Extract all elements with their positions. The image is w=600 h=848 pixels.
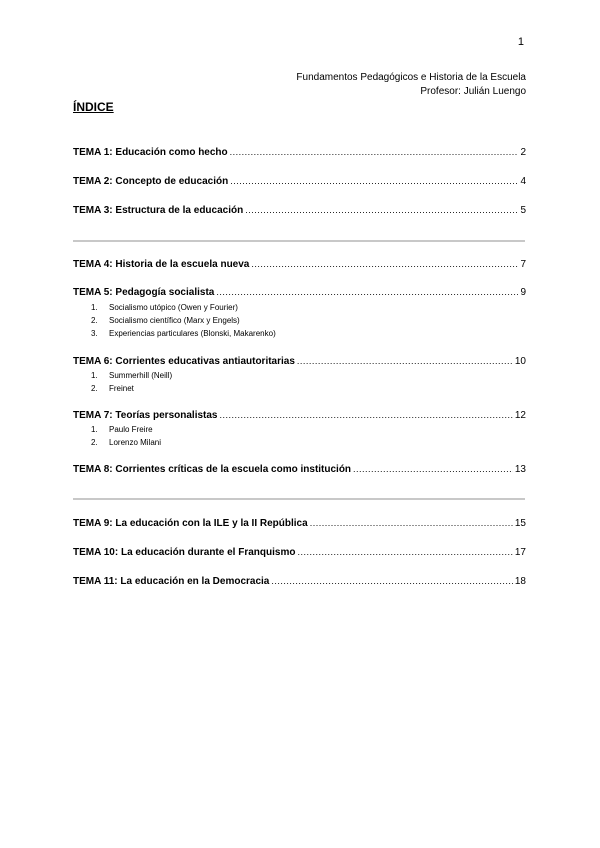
toc-entry-label: TEMA 2: Concepto de educación xyxy=(73,176,229,187)
toc-entry-page: 17 xyxy=(514,547,526,558)
toc-entry-tema-4[interactable] xyxy=(73,259,526,270)
list-item xyxy=(91,382,172,395)
subtopic-number: 1. xyxy=(91,303,98,312)
dot-leader xyxy=(271,576,513,586)
toc-entry-label: TEMA 3: Estructura de la educación xyxy=(73,205,244,216)
subtopic-text: Socialismo utópico (Owen y Fourier) xyxy=(109,303,238,312)
page-number: 1 xyxy=(517,36,524,48)
toc-entry-page: 10 xyxy=(514,356,526,367)
toc-entry-label: TEMA 4: Historia de la escuela nueva xyxy=(73,259,250,270)
toc-entry-page: 2 xyxy=(520,147,526,158)
toc-entry-tema-3[interactable] xyxy=(73,205,526,216)
subtopic-text: Paulo Freire xyxy=(109,425,153,434)
toc-entry-label: TEMA 5: Pedagogía socialista xyxy=(73,287,215,298)
toc-entry-tema-8[interactable] xyxy=(73,464,526,475)
list-item xyxy=(91,301,276,314)
subtopic-text: Experiencias particulares (Blonski, Makarenko) xyxy=(109,329,276,338)
toc-entry-page: 4 xyxy=(520,176,526,187)
dot-leader xyxy=(216,287,518,297)
subtopic-text: Freinet xyxy=(109,384,134,393)
dot-leader xyxy=(230,176,518,186)
list-item xyxy=(91,369,172,382)
document-header xyxy=(296,71,526,99)
toc-entry-label: TEMA 7: Teorías personalistas xyxy=(73,410,218,421)
course-title: Fundamentos Pedagógicos e Historia de la Escuela xyxy=(296,72,526,83)
toc-entry-page: 15 xyxy=(514,518,526,529)
subtopic-text: Summerhill (Neill) xyxy=(109,371,173,380)
toc-entry-page: 5 xyxy=(520,205,526,216)
dot-leader xyxy=(220,410,513,420)
toc-entry-page: 9 xyxy=(520,287,526,298)
toc-entry-label: TEMA 11: La educación en la Democracia xyxy=(73,576,270,587)
section-divider xyxy=(73,240,525,242)
subtopic-list xyxy=(91,301,276,340)
subtopic-text: Lorenzo Milani xyxy=(109,438,162,447)
subtopic-number: 1. xyxy=(91,371,98,380)
subtopic-number: 3. xyxy=(91,329,98,338)
dot-leader xyxy=(353,464,513,474)
toc-entry-tema-7[interactable] xyxy=(73,410,526,421)
subtopic-number: 2. xyxy=(91,384,98,393)
toc-entry-tema-10[interactable] xyxy=(73,547,526,558)
toc-entry-tema-6[interactable] xyxy=(73,356,526,367)
dot-leader xyxy=(230,147,519,157)
list-item xyxy=(91,327,276,340)
toc-entry-page: 12 xyxy=(514,410,526,421)
dot-leader xyxy=(297,547,512,557)
toc-entry-label: TEMA 1: Educación como hecho xyxy=(73,147,228,158)
toc-entry-label: TEMA 9: La educación con la ILE y la II República xyxy=(73,518,308,529)
section-divider xyxy=(73,498,525,500)
toc-entry-label: TEMA 10: La educación durante el Franquismo xyxy=(73,547,296,558)
toc-entry-label: TEMA 6: Corrientes educativas antiautoritarias xyxy=(73,356,295,367)
toc-entry-tema-11[interactable] xyxy=(73,576,526,587)
toc-entry-tema-5[interactable] xyxy=(73,287,526,298)
list-item xyxy=(91,436,161,449)
dot-leader xyxy=(251,259,518,269)
index-title: ÍNDICE xyxy=(73,100,114,114)
list-item xyxy=(91,423,161,436)
subtopic-list xyxy=(91,423,161,449)
dot-leader xyxy=(297,356,513,366)
toc-entry-tema-2[interactable] xyxy=(73,176,526,187)
subtopic-number: 2. xyxy=(91,316,98,325)
toc-entry-page: 7 xyxy=(520,259,526,270)
toc-entry-page: 18 xyxy=(514,576,526,587)
toc-entry-tema-1[interactable] xyxy=(73,147,526,158)
dot-leader xyxy=(310,518,513,528)
toc-entry-tema-9[interactable] xyxy=(73,518,526,529)
list-item xyxy=(91,314,276,327)
dot-leader xyxy=(245,205,518,215)
toc-entry-label: TEMA 8: Corrientes críticas de la escuela como institución xyxy=(73,464,352,475)
subtopic-number: 2. xyxy=(91,438,98,447)
professor-name: Profesor: Julián Luengo xyxy=(420,86,526,97)
subtopic-number: 1. xyxy=(91,425,98,434)
toc-entry-page: 13 xyxy=(514,464,526,475)
subtopic-text: Socialismo científico (Marx y Engels) xyxy=(109,316,240,325)
subtopic-list xyxy=(91,369,172,395)
